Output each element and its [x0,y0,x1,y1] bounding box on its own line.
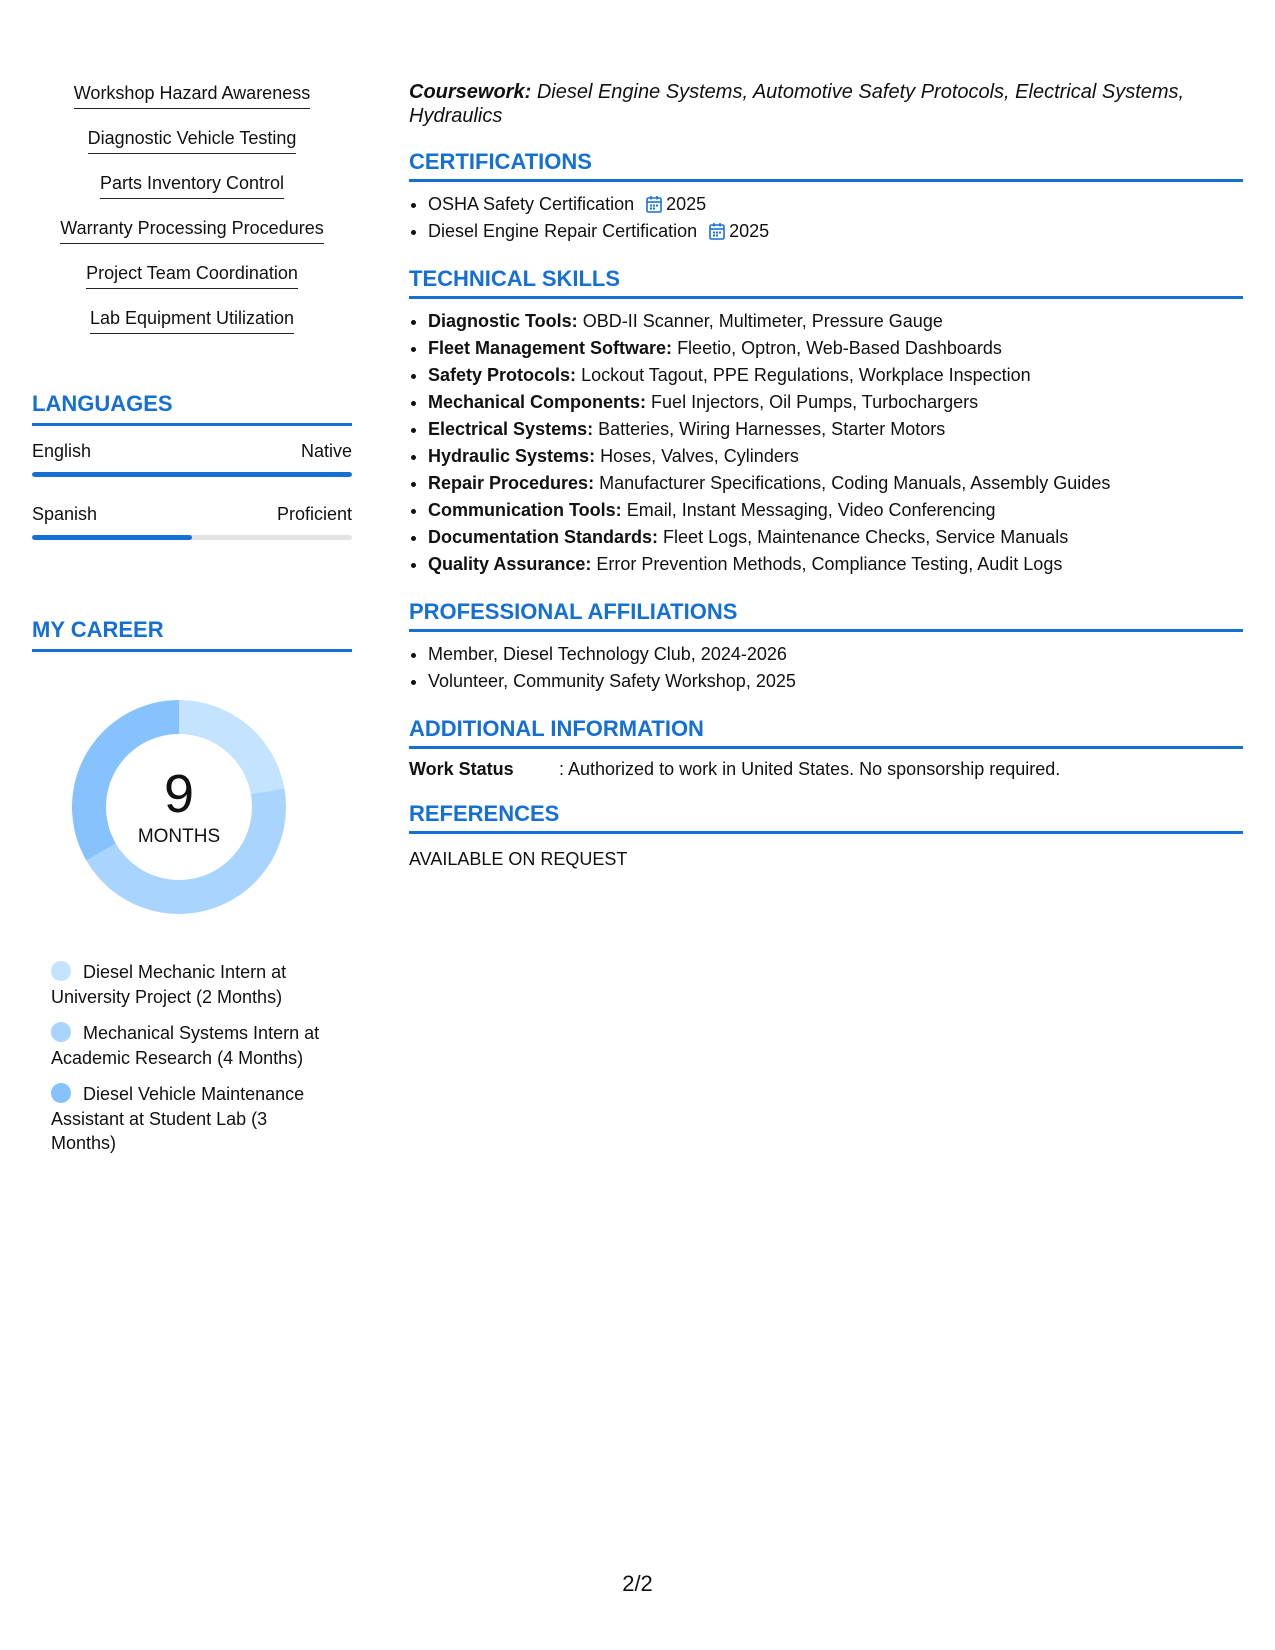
skill-category: Fleet Management Software: [428,338,673,358]
affiliations-section [409,598,1243,695]
affiliations-heading: PROFESSIONAL AFFILIATIONS [409,598,1243,632]
technical-skill-item [428,497,1243,524]
skill-values: Error Prevention Methods, Compliance Testing, Audit Logs [596,554,1063,574]
career-legend-item [51,960,321,1009]
technical-skills-list [409,308,1243,578]
skill-tag-item [32,307,352,352]
skill-tag-item [32,262,352,307]
skill-values: Lockout Tagout, PPE Regulations, Workplace Inspection [581,365,1031,385]
certifications-heading: CERTIFICATIONS [409,148,1243,182]
language-bar-fill [32,535,192,540]
skill-tag-item [32,127,352,172]
skill-tag-item [32,172,352,217]
certification-year: 2025 [729,221,770,241]
skill-values: Manufacturer Specifications, Coding Manuals, Assembly Guides [599,473,1111,493]
technical-skills-section [409,265,1243,578]
skill-category: Hydraulic Systems: [428,446,596,466]
affiliation-item: • Volunteer, Community Safety Workshop, 2025 [428,668,1243,695]
skill-values: Fleet Logs, Maintenance Checks, Service Manuals [663,527,1069,547]
calendar-icon [709,222,725,240]
skill-tag: Parts Inventory Control [100,172,284,199]
technical-skills-heading: TECHNICAL SKILLS [409,265,1243,299]
references-section [409,800,1243,870]
language-bar [32,472,352,477]
skill-values: Hoses, Valves, Cylinders [600,446,799,466]
languages-heading: LANGUAGES [32,390,352,426]
left-column [32,82,352,1168]
certification-name: OSHA Safety Certification [428,194,635,214]
language-item [32,503,352,540]
skill-values: OBD-II Scanner, Multimeter, Pressure Gauge [582,311,943,331]
coursework-label: Coursework: [409,81,532,103]
career-legend-item [51,1021,321,1070]
legend-dot [51,961,71,981]
language-name: Spanish [32,504,98,524]
skill-category: Mechanical Components: [428,392,647,412]
skill-category: Diagnostic Tools: [428,311,578,331]
technical-skill-item [428,524,1243,551]
skill-values: Email, Instant Messaging, Video Conferencing [626,500,996,520]
skill-category: Repair Procedures: [428,473,595,493]
work-status-row [409,758,1243,780]
skill-values: Batteries, Wiring Harnesses, Starter Motors [598,419,946,439]
technical-skill-item [428,389,1243,416]
certification-item [428,191,1243,218]
technical-skill-item [428,362,1243,389]
main-column [409,80,1243,870]
calendar-icon [646,195,662,213]
certifications-list [409,191,1243,245]
skill-tag: Lab Equipment Utilization [90,307,294,334]
language-level: Proficient [276,504,352,524]
additional-info-section [409,715,1243,780]
coursework [409,80,1243,128]
skill-tag-item [32,82,352,127]
skill-tag: Warranty Processing Procedures [60,217,323,244]
donut-center [66,694,292,920]
certification-name: Diesel Engine Repair Certification [428,221,698,241]
page-number: 2/2 [622,1571,653,1596]
career-unit: MONTHS [137,826,221,847]
references-heading: REFERENCES [409,800,1243,834]
legend-dot [51,1022,71,1042]
technical-skill-item [428,416,1243,443]
career-legend-item [51,1082,321,1156]
work-status-label: Work Status [409,759,514,779]
skill-values: Fuel Injectors, Oil Pumps, Turbochargers [651,392,979,412]
career-donut-chart [66,694,292,920]
language-name: English [32,441,92,461]
technical-skill-item [428,443,1243,470]
skill-tags [32,82,352,352]
skill-category: Safety Protocols: [428,365,577,385]
skill-tag: Workshop Hazard Awareness [74,82,310,109]
legend-dot [51,1083,71,1103]
coursework-text: Diesel Engine Systems, Automotive Safety Protocols, Electrical Systems, Hydraulics [409,81,1185,127]
skill-values: Fleetio, Optron, Web-Based Dashboards [677,338,1002,358]
skill-tag: Project Team Coordination [86,262,298,289]
career-heading: MY CAREER [32,616,352,652]
career-legend-label: Mechanical Systems Intern at Academic Research (4 Months) [51,1023,320,1068]
skill-tag: Diagnostic Vehicle Testing [88,127,297,154]
certifications-section [409,148,1243,245]
references-text: AVAILABLE ON REQUEST [409,849,628,869]
language-bar [32,535,352,540]
certification-item [428,218,1243,245]
language-level: Native [300,441,352,461]
career-legend-label: Diesel Vehicle Maintenance Assistant at Student Lab (3 Months) [51,1084,305,1153]
skill-category: Electrical Systems: [428,419,594,439]
career-legend-label: Diesel Mechanic Intern at University Project (2 Months) [51,962,287,1007]
skill-category: Documentation Standards: [428,527,659,547]
skill-tag-item [32,217,352,262]
career-legend [51,960,321,1156]
work-status-text: : Authorized to work in United States. No sponsorship required. [559,759,1061,779]
additional-info-heading: ADDITIONAL INFORMATION [409,715,1243,749]
technical-skill-item [428,470,1243,497]
technical-skill-item [428,551,1243,578]
career-total: 9 [163,764,195,824]
affiliation-item: • Member, Diesel Technology Club, 2024-2026 [428,641,1243,668]
skill-category: Communication Tools: [428,500,622,520]
affiliations-list [409,641,1243,695]
skill-category: Quality Assurance: [428,554,592,574]
language-item [32,440,352,477]
technical-skill-item [428,308,1243,335]
technical-skill-item [428,335,1243,362]
certification-year: 2025 [666,194,707,214]
language-bar-fill [32,472,352,477]
